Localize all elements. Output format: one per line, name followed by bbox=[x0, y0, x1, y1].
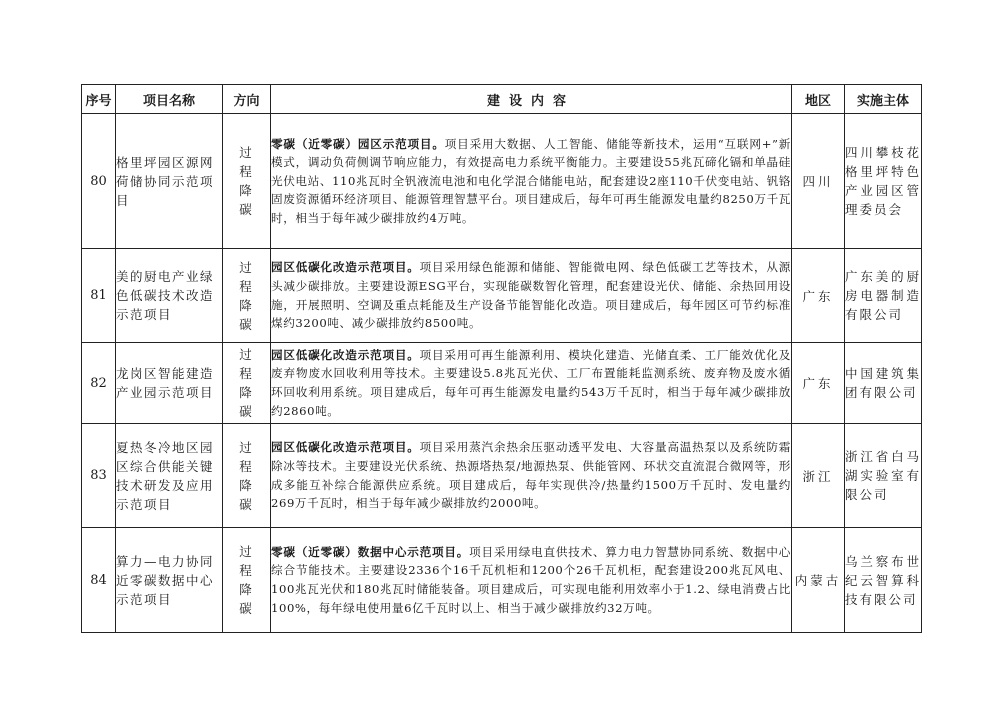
row-content-title: 园区低碳化改造示范项目。 bbox=[271, 347, 420, 362]
row-content bbox=[271, 528, 792, 633]
row-project-name: 格里坪园区源网荷储协同示范项目 bbox=[116, 114, 223, 249]
row-index: 84 bbox=[82, 528, 116, 633]
row-direction bbox=[223, 114, 271, 249]
row-direction-text: 过程降碳 bbox=[239, 544, 254, 616]
header-content: 建设内容 bbox=[271, 85, 792, 114]
header-region: 地区 bbox=[792, 85, 845, 114]
table-row bbox=[82, 343, 922, 424]
row-content-body: 项目采用可再生能源利用、模块化建造、光储直柔、工厂能效优化及废弃物废水回收利用等技术。主要建设5.8兆瓦光伏、工厂布置能耗监测系统、废弃物及废水循环回收利用系统。项目建成后，每年可再生能源发电量约543万千瓦时，相当于每年减少碳排放约2860吨。 bbox=[271, 347, 791, 418]
table-row bbox=[82, 249, 922, 343]
row-entity: 四川攀枝花格里坪特色产业园区管理委员会 bbox=[845, 114, 922, 249]
header-project-name: 项目名称 bbox=[116, 85, 223, 114]
row-direction bbox=[223, 528, 271, 633]
row-index: 83 bbox=[82, 424, 116, 528]
row-content-body: 项目采用蒸汽余热余压驱动透平发电、大容量高温热泵以及系统防霜除冰等技术。主要建设光伏系统、热源塔热泵/地源热泵、供能管网、环状交直流混合微网等，形成多能互补综合能源供应系统。项目建成后，每年实现供冷/热量约1500万千瓦时、发电量约269万千瓦时，相当于每年减少碳排放约2000吨。 bbox=[271, 440, 791, 511]
row-region: 广东 bbox=[792, 343, 845, 424]
row-region: 内蒙古 bbox=[792, 528, 845, 633]
row-index: 82 bbox=[82, 343, 116, 424]
row-content-title: 园区低碳化改造示范项目。 bbox=[271, 440, 420, 455]
row-project-name: 夏热冬冷地区园区综合供能关键技术研发及应用示范项目 bbox=[116, 424, 223, 528]
row-content bbox=[271, 114, 792, 249]
row-project-name: 龙岗区智能建造产业园示范项目 bbox=[116, 343, 223, 424]
row-index: 81 bbox=[82, 249, 116, 343]
row-content bbox=[271, 249, 792, 343]
header-index: 序号 bbox=[82, 85, 116, 114]
row-content-title: 零碳（近零碳）园区示范项目。 bbox=[271, 136, 445, 151]
row-content-title: 零碳（近零碳）数据中心示范项目。 bbox=[271, 544, 470, 559]
table-row bbox=[82, 424, 922, 528]
table-header-row bbox=[82, 85, 922, 114]
table-row bbox=[82, 528, 922, 633]
row-content bbox=[271, 424, 792, 528]
row-region: 浙江 bbox=[792, 424, 845, 528]
row-direction-text: 过程降碳 bbox=[239, 347, 254, 419]
row-index: 80 bbox=[82, 114, 116, 249]
row-entity: 浙江省白马湖实验室有限公司 bbox=[845, 424, 922, 528]
row-project-name: 算力—电力协同近零碳数据中心示范项目 bbox=[116, 528, 223, 633]
row-region: 四川 bbox=[792, 114, 845, 249]
table-row bbox=[82, 114, 922, 249]
row-entity: 乌兰察布世纪云智算科技有限公司 bbox=[845, 528, 922, 633]
row-content-body: 项目采用大数据、人工智能、储能等新技术，运用“互联网+”新模式，调动负荷侧调节响应能力，有效提高电力系统平衡能力。主要建设55兆瓦碲化镉和单晶硅光伏电站、110兆瓦时全钒液流电池和电化学混合储能电站，配套建设2座110千伏变电站、钒铬固废资源循环经济项目、能源管理智慧平台。项目建成后，每年可再生能源发电量约8250万千瓦时，相当于每年减少碳排放约4万吨。 bbox=[271, 136, 791, 225]
row-entity: 广东美的厨房电器制造有限公司 bbox=[845, 249, 922, 343]
row-content-body: 项目采用绿电直供技术、算力电力智慧协同系统、数据中心综合节能技术。主要建设2336个16千瓦机柜和1200个26千瓦机柜，配套建设200兆瓦风电、100兆瓦光伏和180兆瓦时储能装备。项目建成后，可实现电能利用效率小于1.2、绿电消费占比100%，每年绿电使用量6亿千瓦时以上、相当于减少碳排放约32万吨。 bbox=[271, 544, 791, 615]
row-direction-text: 过程降碳 bbox=[239, 439, 254, 512]
row-content bbox=[271, 343, 792, 424]
header-direction: 方向 bbox=[223, 85, 271, 114]
row-project-name: 美的厨电产业绿色低碳技术改造示范项目 bbox=[116, 249, 223, 343]
row-direction bbox=[223, 424, 271, 528]
projects-table bbox=[81, 84, 922, 633]
row-direction-text: 过程降碳 bbox=[239, 259, 254, 332]
header-entity: 实施主体 bbox=[845, 85, 922, 114]
row-content-title: 园区低碳化改造示范项目。 bbox=[271, 260, 420, 275]
row-direction bbox=[223, 249, 271, 343]
row-region: 广东 bbox=[792, 249, 845, 343]
row-direction bbox=[223, 343, 271, 424]
row-entity: 中国建筑集团有限公司 bbox=[845, 343, 922, 424]
row-direction-text: 过程降碳 bbox=[239, 145, 254, 217]
row-content-body: 项目采用绿色能源和储能、智能微电网、绿色低碳工艺等技术，从源头减少碳排放。主要建设源ESG平台，实现能碳数智化管理，配套建设光伏、储能、余热回用设施，开展照明、空调及重点耗能及生产设备节能智能化改造。项目建成后，每年园区可节约标准煤约3200吨、减少碳排放约8500吨。 bbox=[271, 260, 791, 331]
